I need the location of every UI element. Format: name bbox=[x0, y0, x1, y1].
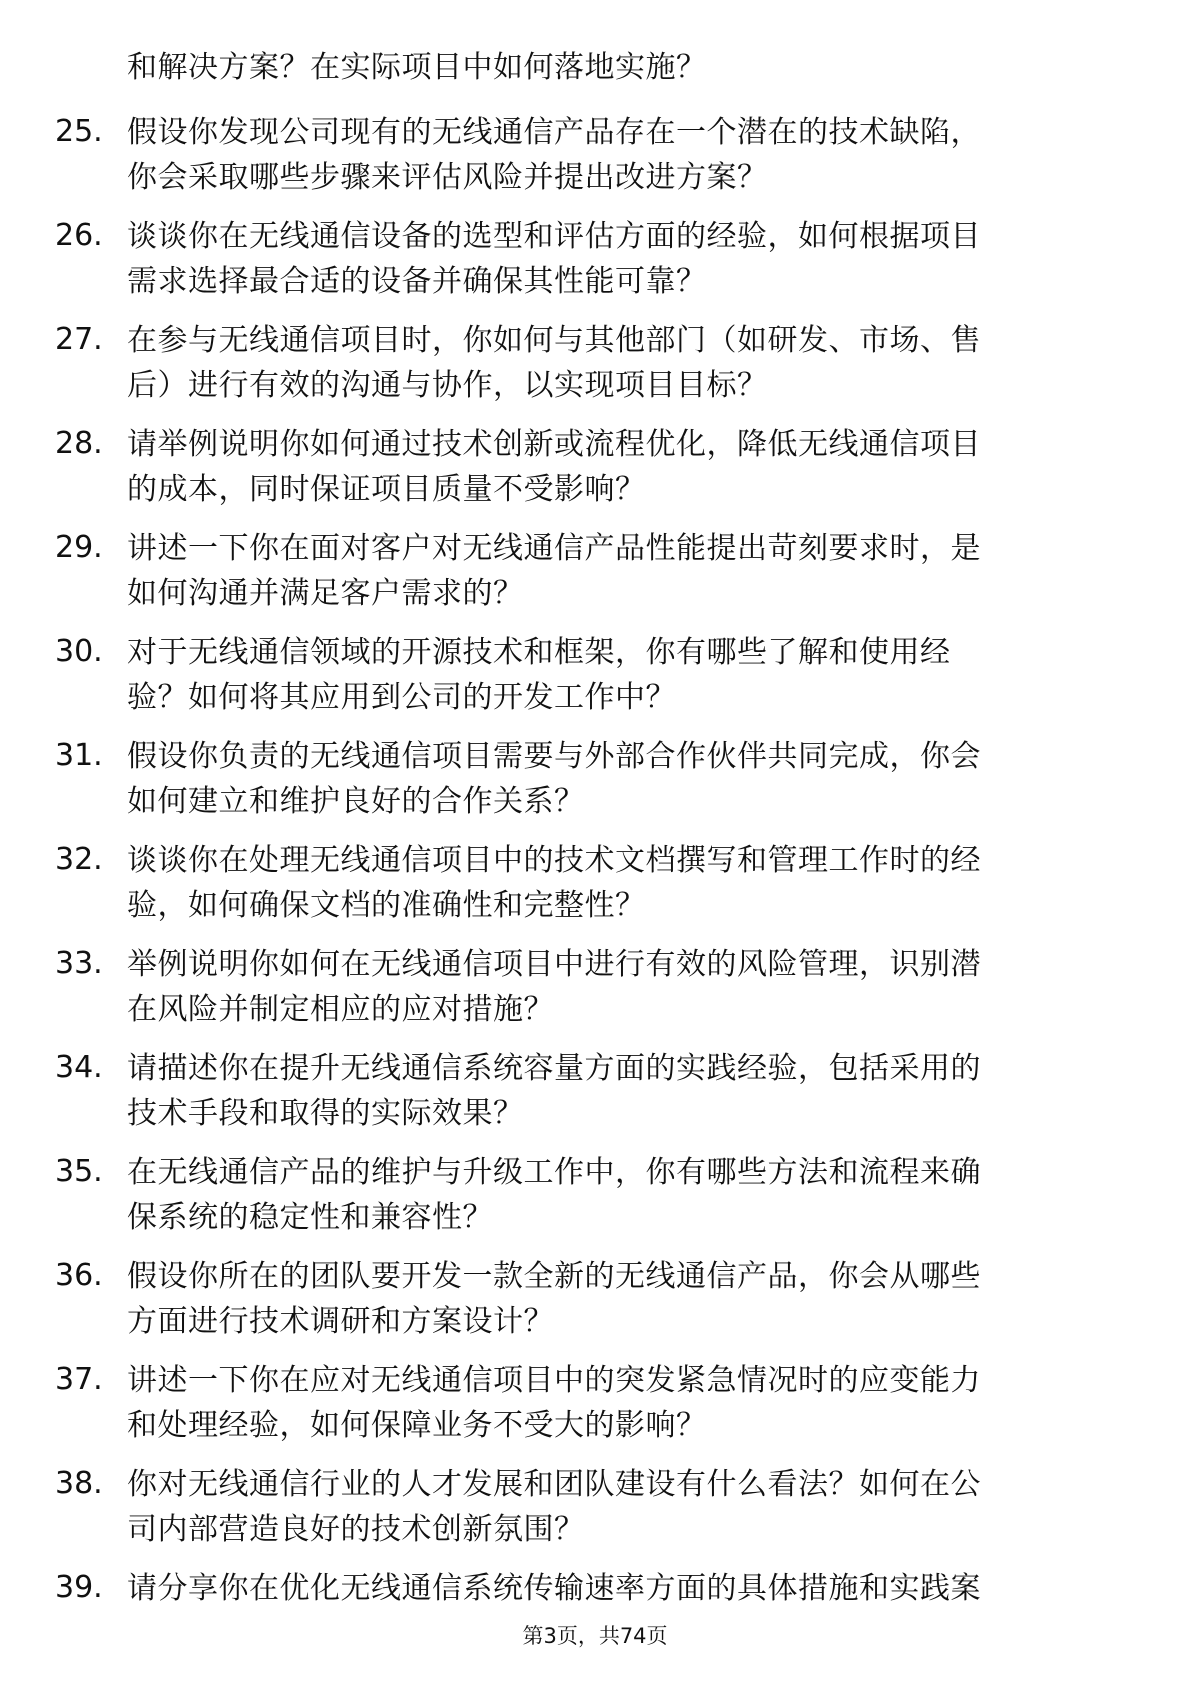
question-text bbox=[127, 838, 1127, 928]
question-item bbox=[0, 1254, 1190, 1348]
question-item bbox=[0, 1150, 1190, 1244]
question-item bbox=[0, 318, 1190, 412]
question-number: 25. bbox=[55, 114, 103, 149]
question-text bbox=[127, 1358, 1127, 1448]
question-text bbox=[127, 1046, 1127, 1136]
question-text-line: 保系统的稳定性和兼容性？ bbox=[127, 1200, 493, 1235]
question-text-line: 在参与无线通信项目时，你如何与其他部门（如研发、市场、售 bbox=[127, 323, 981, 358]
question-item bbox=[0, 422, 1190, 516]
question-text-line: 和处理经验，如何保障业务不受大的影响？ bbox=[127, 1408, 707, 1443]
question-item bbox=[0, 1462, 1190, 1556]
page-footer: 第3页，共74页 bbox=[522, 1624, 668, 1648]
question-text-line: 技术手段和取得的实际效果？ bbox=[127, 1096, 524, 1131]
question-text-line: 司内部营造良好的技术创新氛围？ bbox=[127, 1512, 585, 1547]
question-number: 35. bbox=[55, 1154, 103, 1189]
question-item bbox=[0, 734, 1190, 828]
question-number: 39. bbox=[55, 1570, 103, 1605]
question-text bbox=[127, 1150, 1127, 1240]
question-item bbox=[0, 110, 1190, 204]
question-text-line: 验？如何将其应用到公司的开发工作中？ bbox=[127, 680, 676, 715]
question-text bbox=[127, 214, 1127, 304]
question-text-line: 在风险并制定相应的应对措施？ bbox=[127, 992, 554, 1027]
question-text-line: 后）进行有效的沟通与协作，以实现项目目标？ bbox=[127, 368, 768, 403]
question-text bbox=[127, 318, 1127, 408]
question-text-line: 假设你发现公司现有的无线通信产品存在一个潜在的技术缺陷， bbox=[127, 115, 981, 150]
question-number: 30. bbox=[55, 634, 103, 669]
question-text bbox=[127, 630, 1127, 720]
question-item bbox=[0, 838, 1190, 932]
question-text bbox=[127, 110, 1127, 200]
question-item bbox=[0, 1046, 1190, 1140]
question-item bbox=[0, 214, 1190, 308]
question-text-line: 举例说明你如何在无线通信项目中进行有效的风险管理，识别潜 bbox=[127, 947, 981, 982]
question-text-line: 讲述一下你在面对客户对无线通信产品性能提出苛刻要求时，是 bbox=[127, 531, 981, 566]
question-text bbox=[127, 942, 1127, 1032]
question-number: 33. bbox=[55, 946, 103, 981]
question-number: 26. bbox=[55, 218, 103, 253]
question-text-line: 验，如何确保文档的准确性和完整性？ bbox=[127, 888, 646, 923]
question-text-line: 方面进行技术调研和方案设计？ bbox=[127, 1304, 554, 1339]
question-text bbox=[127, 1566, 1127, 1611]
question-number: 29. bbox=[55, 530, 103, 565]
continued-question-text: 和解决方案？在实际项目中如何落地实施？ bbox=[127, 50, 707, 85]
question-number: 36. bbox=[55, 1258, 103, 1293]
question-text-line: 需求选择最合适的设备并确保其性能可靠？ bbox=[127, 264, 707, 299]
question-text-line: 请描述你在提升无线通信系统容量方面的实践经验，包括采用的 bbox=[127, 1051, 981, 1086]
question-number: 28. bbox=[55, 426, 103, 461]
question-item bbox=[0, 630, 1190, 724]
question-text-line: 的成本，同时保证项目质量不受影响？ bbox=[127, 472, 646, 507]
question-text bbox=[127, 526, 1127, 616]
question-text-line: 你对无线通信行业的人才发展和团队建设有什么看法？如何在公 bbox=[127, 1467, 981, 1502]
question-item bbox=[0, 1358, 1190, 1452]
question-number: 34. bbox=[55, 1050, 103, 1085]
question-text bbox=[127, 734, 1127, 824]
question-text-line: 谈谈你在无线通信设备的选型和评估方面的经验，如何根据项目 bbox=[127, 219, 981, 254]
question-number: 38. bbox=[55, 1466, 103, 1501]
question-text-line: 请分享你在优化无线通信系统传输速率方面的具体措施和实践案 bbox=[127, 1571, 981, 1606]
question-text-line: 讲述一下你在应对无线通信项目中的突发紧急情况时的应变能力 bbox=[127, 1363, 981, 1398]
question-text-line: 你会采取哪些步骤来评估风险并提出改进方案？ bbox=[127, 160, 768, 195]
question-item bbox=[0, 942, 1190, 1036]
question-number: 32. bbox=[55, 842, 103, 877]
question-number: 37. bbox=[55, 1362, 103, 1397]
question-text-line: 假设你负责的无线通信项目需要与外部合作伙伴共同完成，你会 bbox=[127, 739, 981, 774]
question-list bbox=[0, 110, 1190, 1670]
question-text-line: 如何建立和维护良好的合作关系？ bbox=[127, 784, 585, 819]
question-text-line: 假设你所在的团队要开发一款全新的无线通信产品，你会从哪些 bbox=[127, 1259, 981, 1294]
question-text-line: 请举例说明你如何通过技术创新或流程优化，降低无线通信项目 bbox=[127, 427, 981, 462]
question-number: 31. bbox=[55, 738, 103, 773]
question-text-line: 在无线通信产品的维护与升级工作中，你有哪些方法和流程来确 bbox=[127, 1155, 981, 1190]
question-text-line: 对于无线通信领域的开源技术和框架，你有哪些了解和使用经 bbox=[127, 635, 951, 670]
question-item bbox=[0, 526, 1190, 620]
question-text bbox=[127, 422, 1127, 512]
question-text bbox=[127, 1254, 1127, 1344]
question-text-line: 如何沟通并满足客户需求的？ bbox=[127, 576, 524, 611]
question-text-line: 谈谈你在处理无线通信项目中的技术文档撰写和管理工作时的经 bbox=[127, 843, 981, 878]
question-text bbox=[127, 1462, 1127, 1552]
question-number: 27. bbox=[55, 322, 103, 357]
